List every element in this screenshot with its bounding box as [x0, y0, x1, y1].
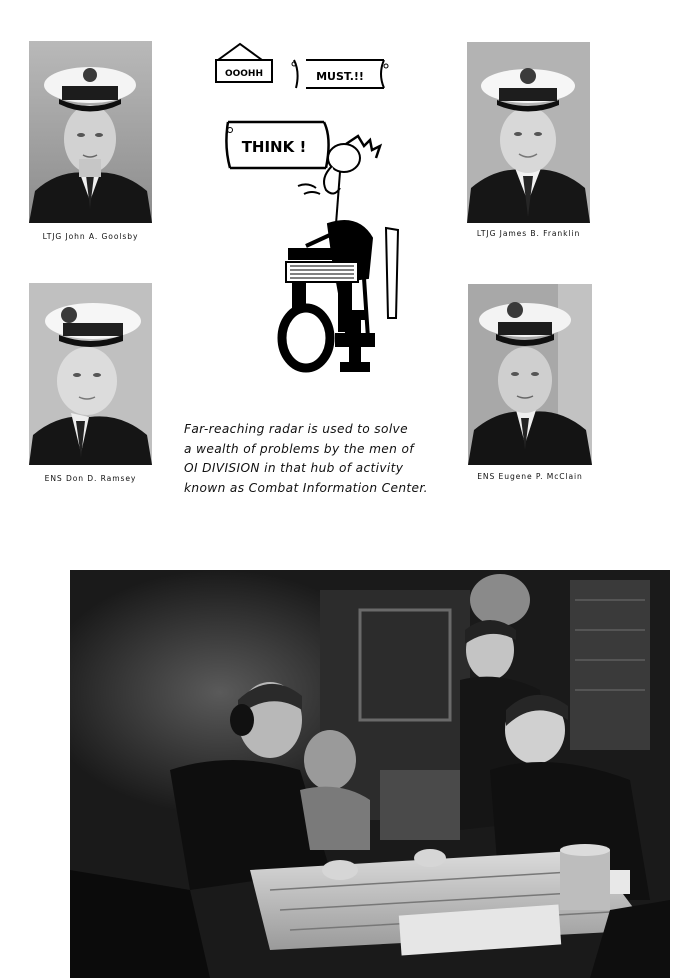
portrait-photo-mcclain — [468, 284, 592, 465]
portrait-caption-franklin: LTJG James B. Franklin — [476, 229, 581, 238]
speech-bubble-ooohh — [216, 44, 272, 82]
portrait-caption-ramsey: ENS Don D. Ramsey — [44, 474, 137, 483]
speech-bubble-must — [292, 60, 388, 88]
bubble-must-text: MUST.!! — [316, 70, 364, 83]
speech-bubble-think — [226, 122, 328, 168]
description-line: known as Combat Information Center. — [184, 480, 428, 495]
bubble-ooohh-text: OOOHH — [224, 69, 264, 79]
description-line: OI DIVISION in that hub of activity — [184, 461, 404, 475]
portrait-photo-goolsby — [29, 41, 152, 223]
portrait-caption-mcclain: ENS Eugene P. McClain — [477, 472, 583, 481]
bubble-think-text: THINK ! — [241, 138, 307, 156]
portrait-photo-franklin — [467, 42, 590, 223]
cartoon-illustration — [208, 38, 408, 378]
description-line: Far-reaching radar is used to solve — [184, 422, 408, 436]
description-line: a wealth of problems by the men of — [184, 441, 414, 456]
portrait-caption-goolsby: LTJG John A. Goolsby — [42, 232, 139, 241]
cic-room-photo — [70, 570, 670, 978]
portrait-photo-ramsey — [29, 283, 152, 465]
oi-mark-text: OI — [218, 374, 220, 375]
division-description — [184, 420, 440, 498]
